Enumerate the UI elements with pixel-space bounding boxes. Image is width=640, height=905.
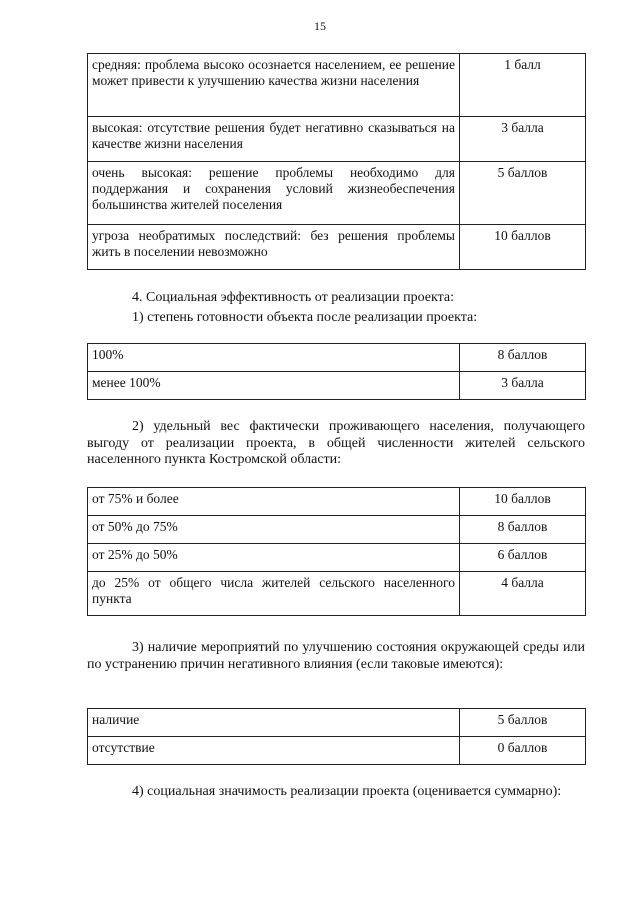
item1-text: 1) степень готовности объекта после реализации проекта: [132,310,478,325]
table-row [88,344,586,372]
score-cell: 3 балла [460,117,586,162]
criterion-cell: от 50% до 75% [88,516,460,544]
score-cell: 3 балла [460,372,586,400]
criterion-cell: угроза необратимых последствий: без решения проблемы жить в поселении невозможно [88,225,460,270]
item2-text: 2) удельный вес фактически проживающего населения, получающего выгоду от реализации проекта, в общей численности жителей сельского населенного пункта Костромской области: [87,419,585,467]
score-cell: 0 баллов [460,737,586,765]
population-table [87,487,586,616]
table-row [88,516,586,544]
criterion-cell: от 25% до 50% [88,544,460,572]
criterion-cell: до 25% от общего числа жителей сельского населенного пункта [88,572,460,616]
table-row [88,544,586,572]
table-row [88,737,586,765]
item4-text: 4) социальная значимость реализации проекта (оценивается суммарно): [132,784,562,799]
score-cell: 6 баллов [460,544,586,572]
score-cell: 8 баллов [460,516,586,544]
table-row [88,117,586,162]
criterion-cell: высокая: отсутствие решения будет негативно сказываться на качестве жизни населения [88,117,460,162]
criterion-cell: наличие [88,709,460,737]
table-row [88,162,586,225]
score-cell: 10 баллов [460,225,586,270]
readiness-table [87,343,586,400]
score-cell: 10 баллов [460,488,586,516]
criterion-cell: менее 100% [88,372,460,400]
criterion-cell: отсутствие [88,737,460,765]
score-cell: 5 баллов [460,709,586,737]
environment-table [87,708,586,765]
significance-table [87,53,586,270]
table-row [88,709,586,737]
table-row [88,54,586,117]
table-row [88,488,586,516]
table-row [88,572,586,616]
criterion-cell: очень высокая: решение проблемы необходимо для поддержания и сохранения условий жизнеобеспечения большинства жителей поселения [88,162,460,225]
score-cell: 1 балл [460,54,586,117]
criterion-cell: от 75% и более [88,488,460,516]
score-cell: 4 балла [460,572,586,616]
criterion-cell: 100% [88,344,460,372]
table-row [88,225,586,270]
table-row [88,372,586,400]
score-cell: 8 баллов [460,344,586,372]
item3-text: 3) наличие мероприятий по улучшению состояния окружающей среды или по устранению причин негативного влияния (если таковые имеются): [87,640,585,672]
score-cell: 5 баллов [460,162,586,225]
section4-heading: 4. Социальная эффективность от реализации проекта: [132,290,455,305]
criterion-cell: средняя: проблема высоко осознается населением, ее решение может привести к улучшению качества жизни населения [88,54,460,117]
page-number: 15 [314,19,326,33]
